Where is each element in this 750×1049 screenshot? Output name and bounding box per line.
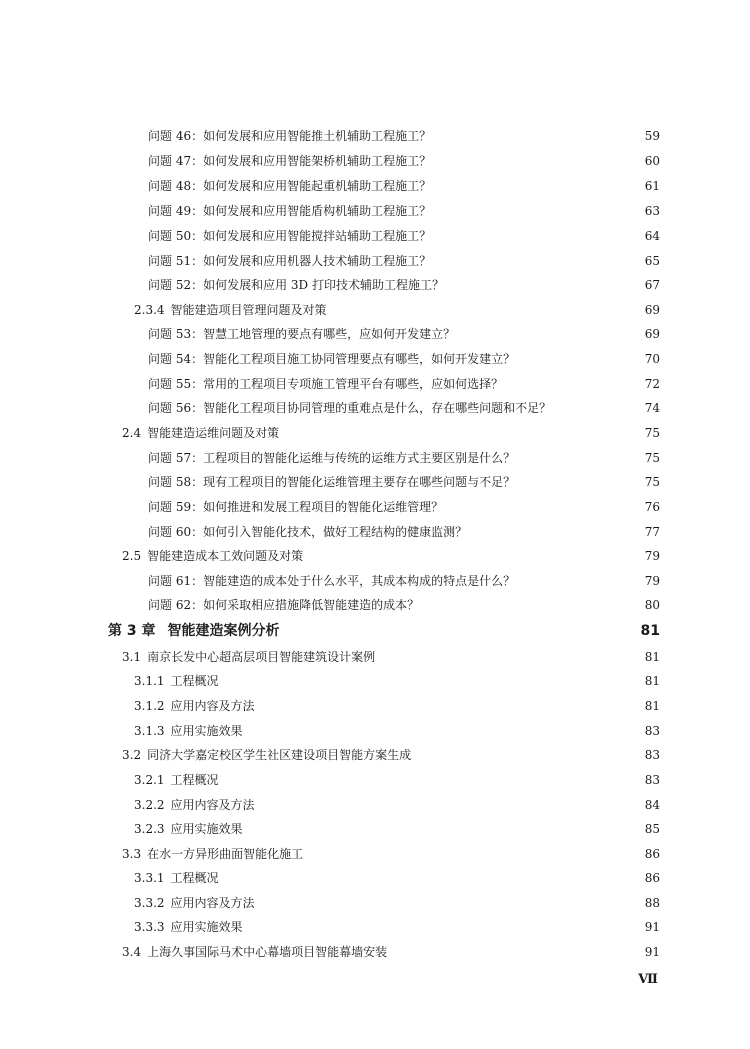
entry-number: 3.3.2 [134, 896, 165, 910]
entry-title: 工程项目的智能化运维与传统的运维方式主要区别是什么？ [203, 451, 516, 465]
toc-entry-section-3-1-1[interactable] [0, 670, 750, 692]
page-number: 74 [644, 401, 660, 415]
toc-entry-question-48[interactable] [0, 175, 750, 197]
entry-title: 如何引入智能化技术，做好工程结构的健康监测？ [203, 525, 468, 539]
toc-entry-section-3-2-2[interactable] [0, 794, 750, 816]
toc-entry-section-3-3-2[interactable] [0, 892, 750, 914]
toc-entry-section-2-5[interactable] [0, 545, 750, 567]
entry-title: 同济大学嘉定校区学生社区建设项目智能方案生成 [147, 748, 412, 762]
dot-leader [259, 892, 630, 914]
toc-entry-section-3-3[interactable] [0, 843, 750, 865]
page-number: 75 [644, 451, 660, 465]
toc-entry-section-3-3-3[interactable] [0, 916, 750, 938]
entry-title: 如何发展和应用机器人技术辅助工程施工？ [203, 254, 432, 268]
page-number: 83 [644, 748, 660, 762]
entry-title: 智能建造项目管理问题及对策 [170, 303, 327, 317]
toc-entry-question-49[interactable] [0, 200, 750, 222]
dot-leader [283, 422, 630, 444]
entry-number: 3.1.3 [134, 724, 165, 738]
toc-entry-section-3-2-3[interactable] [0, 818, 750, 840]
dot-leader [459, 323, 630, 345]
entry-number: 问题 50： [148, 229, 204, 243]
entry-title: 应用实施效果 [170, 724, 243, 738]
toc-entry-question-46[interactable] [0, 125, 750, 147]
toc-entry-section-3-1-2[interactable] [0, 695, 750, 717]
page-number: 77 [644, 525, 660, 539]
entry-number: 3.2.1 [134, 773, 165, 787]
entry-title: 智慧工地管理的要点有哪些，应如何开发建立？ [203, 327, 456, 341]
entry-number: 问题 61： [148, 574, 204, 588]
toc-entry-question-62[interactable] [0, 594, 750, 616]
toc-entry-question-55[interactable] [0, 373, 750, 395]
toc-entry-question-54[interactable] [0, 348, 750, 370]
toc-entry-section-3-1-3[interactable] [0, 720, 750, 742]
entry-number: 问题 48： [148, 179, 204, 193]
entry-number: 3.3.1 [134, 871, 165, 885]
dot-leader [223, 670, 630, 692]
toc-entry-question-56[interactable] [0, 397, 750, 419]
entry-title: 如何发展和应用智能搅拌站辅助工程施工？ [203, 229, 432, 243]
toc-entry-section-3-4[interactable] [0, 941, 750, 963]
page-number: 81 [644, 674, 660, 688]
entry-title: 如何发展和应用智能架桥机辅助工程施工？ [203, 154, 432, 168]
entry-number: 问题 49： [148, 204, 204, 218]
entry-number: 2.4 [122, 426, 142, 440]
dot-leader [307, 545, 630, 567]
entry-title: 智能化工程项目协同管理的重难点是什么，存在哪些问题和不足？ [203, 401, 552, 415]
dot-leader [379, 646, 630, 668]
toc-entry-question-52[interactable] [0, 274, 750, 296]
entry-title: 在水一方异形曲面智能化施工 [147, 847, 304, 861]
dot-leader [307, 843, 630, 865]
entry-number: 问题 46： [148, 129, 204, 143]
dot-leader [519, 570, 630, 592]
page-number: 85 [644, 822, 660, 836]
entry-title: 如何发展和应用智能推土机辅助工程施工？ [203, 129, 432, 143]
entry-number: 2.3.4 [134, 303, 165, 317]
entry-number: 问题 62： [148, 598, 204, 612]
toc-entry-section-3-1[interactable] [0, 646, 750, 668]
toc-entry-question-60[interactable] [0, 521, 750, 543]
entry-number: 问题 53： [148, 327, 204, 341]
entry-number: 3.2.2 [134, 798, 165, 812]
page-number: 86 [644, 871, 660, 885]
page-number: 75 [644, 426, 660, 440]
toc-entry-question-61[interactable] [0, 570, 750, 592]
dot-leader [435, 125, 630, 147]
page-number: 84 [644, 798, 660, 812]
entry-title: 如何发展和应用 3D 打印技术辅助工程施工？ [203, 278, 444, 292]
entry-title: 应用实施效果 [170, 822, 243, 836]
entry-number: 3.3.3 [134, 920, 165, 934]
entry-title: 上海久事国际马术中心幕墙项目智能幕墙安装 [147, 945, 388, 959]
page-number: 91 [644, 945, 660, 959]
toc-entry-section-3-2[interactable] [0, 744, 750, 766]
page-number: 81 [644, 699, 660, 713]
page-number: 69 [644, 303, 660, 317]
page-number: 81 [640, 623, 660, 639]
entry-title: 工程概况 [170, 773, 219, 787]
entry-number: 问题 51： [148, 254, 204, 268]
page-number: 60 [644, 154, 660, 168]
entry-number: 问题 60： [148, 525, 204, 539]
page-number: 72 [644, 377, 660, 391]
entry-title: 智能建造运维问题及对策 [147, 426, 280, 440]
dot-leader [507, 373, 630, 395]
dot-leader [519, 447, 630, 469]
page-number: 76 [644, 500, 660, 514]
entry-number: 问题 52： [148, 278, 204, 292]
dot-leader [447, 496, 630, 518]
page-number: 83 [644, 773, 660, 787]
entry-title: 工程概况 [170, 674, 219, 688]
dot-leader [423, 594, 630, 616]
page-number: 67 [644, 278, 660, 292]
toc-entry-section-3-2-1[interactable] [0, 769, 750, 791]
page-number: 83 [644, 724, 660, 738]
entry-number: 问题 58： [148, 475, 204, 489]
entry-number: 3.1 [122, 650, 142, 664]
entry-title: 智能建造的成本处于什么水平，其成本构成的特点是什么？ [203, 574, 516, 588]
page-number: 61 [644, 179, 660, 193]
dot-leader [415, 744, 630, 766]
entry-number: 问题 47： [148, 154, 204, 168]
entry-number: 3.1.2 [134, 699, 165, 713]
entry-number: 3.3 [122, 847, 142, 861]
entry-title: 如何发展和应用智能盾构机辅助工程施工？ [203, 204, 432, 218]
page-number: 79 [644, 549, 660, 563]
entry-number: 3.2.3 [134, 822, 165, 836]
entry-title: 南京长发中心超高层项目智能建筑设计案例 [147, 650, 376, 664]
toc-entry-question-50[interactable] [0, 225, 750, 247]
dot-leader [284, 620, 631, 642]
toc-entry-section-2-3-4[interactable] [0, 299, 750, 321]
page-number: 69 [644, 327, 660, 341]
dot-leader [435, 250, 630, 272]
page-number: 65 [644, 254, 660, 268]
page-number: 79 [644, 574, 660, 588]
dot-leader [247, 818, 630, 840]
entry-title: 常用的工程项目专项施工管理平台有哪些，应如何选择？ [203, 377, 504, 391]
dot-leader [391, 941, 630, 963]
dot-leader [471, 521, 630, 543]
entry-number: 2.5 [122, 549, 142, 563]
entry-number: 3.4 [122, 945, 142, 959]
dot-leader [448, 274, 630, 296]
page-number: 59 [644, 129, 660, 143]
toc-entry-question-59[interactable] [0, 496, 750, 518]
page-number: 75 [644, 475, 660, 489]
dot-leader [259, 794, 630, 816]
toc-entry-question-47[interactable] [0, 150, 750, 172]
toc-entry-section-3-3-1[interactable] [0, 867, 750, 889]
entry-title: 应用实施效果 [170, 920, 243, 934]
entry-number: 问题 57： [148, 451, 204, 465]
entry-title: 现有工程项目的智能化运维管理主要存在哪些问题与不足？ [203, 475, 516, 489]
entry-title: 应用内容及方法 [170, 798, 255, 812]
entry-title: 工程概况 [170, 871, 219, 885]
entry-number: 第 3 章 [108, 623, 156, 639]
page-number: 70 [644, 352, 660, 366]
entry-title: 如何推进和发展工程项目的智能化运维管理？ [203, 500, 444, 514]
entry-number: 问题 55： [148, 377, 204, 391]
dot-leader [435, 225, 630, 247]
dot-leader [331, 299, 630, 321]
entry-title: 智能化工程项目施工协同管理要点有哪些，如何开发建立？ [203, 352, 516, 366]
entry-title: 智能建造案例分析 [167, 623, 280, 639]
entry-number: 问题 54： [148, 352, 204, 366]
dot-leader [435, 175, 630, 197]
entry-title: 智能建造成本工效问题及对策 [147, 549, 304, 563]
entry-number: 3.2 [122, 748, 142, 762]
entry-number: 问题 56： [148, 401, 204, 415]
toc-entry-question-58[interactable] [0, 471, 750, 493]
dot-leader [519, 348, 630, 370]
page-number: 64 [644, 229, 660, 243]
toc-entry-chapter-3[interactable] [0, 620, 750, 642]
dot-leader [555, 397, 630, 419]
dot-leader [435, 150, 630, 172]
dot-leader [223, 867, 630, 889]
toc-entry-section-2-4[interactable] [0, 422, 750, 444]
dot-leader [519, 471, 630, 493]
toc-entry-question-57[interactable] [0, 447, 750, 469]
page-number: 91 [644, 920, 660, 934]
page-number: 88 [644, 896, 660, 910]
entry-title: 应用内容及方法 [170, 699, 255, 713]
page-number: 81 [644, 650, 660, 664]
toc-entry-question-51[interactable] [0, 250, 750, 272]
entry-title: 如何采取相应措施降低智能建造的成本？ [203, 598, 420, 612]
folio-page-number: Ⅶ [638, 972, 658, 987]
page-number: 63 [644, 204, 660, 218]
page-number: 86 [644, 847, 660, 861]
dot-leader [247, 720, 630, 742]
page-number: 80 [644, 598, 660, 612]
dot-leader [435, 200, 630, 222]
entry-number: 3.1.1 [134, 674, 165, 688]
entry-title: 如何发展和应用智能起重机辅助工程施工？ [203, 179, 432, 193]
toc-entry-question-53[interactable] [0, 323, 750, 345]
dot-leader [223, 769, 630, 791]
dot-leader [259, 695, 630, 717]
entry-title: 应用内容及方法 [170, 896, 255, 910]
entry-number: 问题 59： [148, 500, 204, 514]
dot-leader [247, 916, 630, 938]
